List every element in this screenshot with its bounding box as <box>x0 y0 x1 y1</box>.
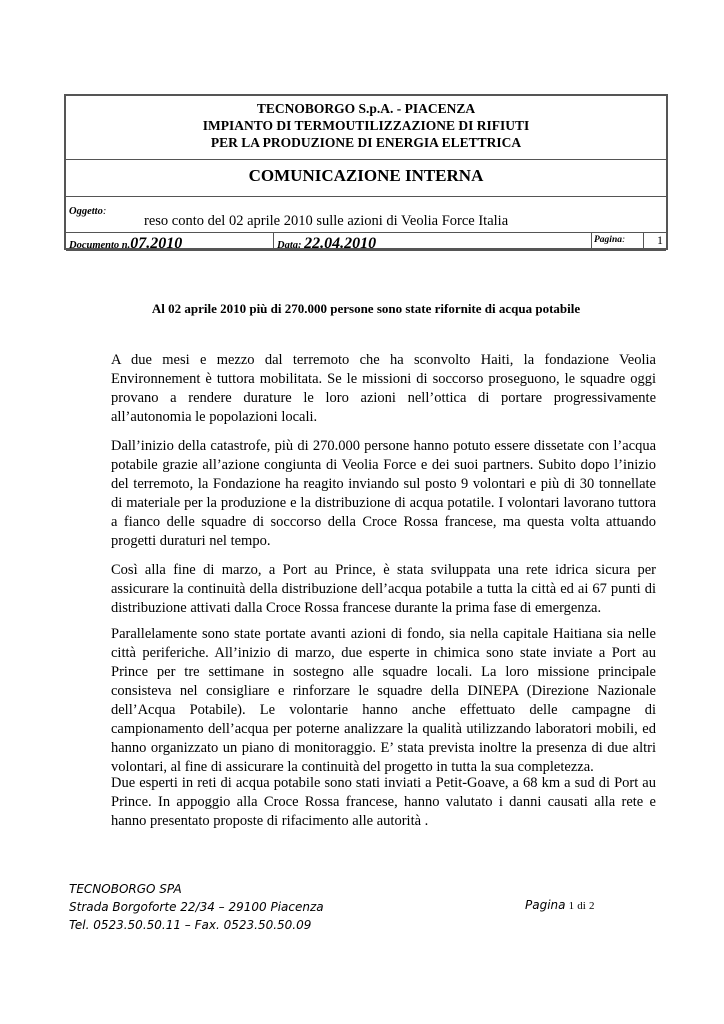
subject-row <box>66 196 666 233</box>
subject-value: reso conto del 02 aprile 2010 sulle azioni di Veolia Force Italia <box>144 213 509 229</box>
doc-type-title: COMUNICAZIONE INTERNA <box>248 166 484 185</box>
footer-phone: Tel. 0523.50.50.11 – Fax. 0523.50.50.09 <box>69 918 312 932</box>
company-line: TECNOBORGO S.p.A. - PIACENZA <box>256 101 476 116</box>
plant-line-1: IMPIANTO DI TERMOUTILIZZAZIONE DI RIFIUTI <box>202 118 530 133</box>
document-info-row <box>66 232 666 251</box>
paragraph-1: A due mesi e mezzo dal terremoto che ha sconvolto Haiti, la fondazione Veolia Environnement è tuttora mobilitata. Se le missioni di soccorso proseguono, le squadre oggi provano a rendere durature le loro azioni nell’ottica di portare progressivamente all’autonomia le popolazioni locali. <box>111 352 656 425</box>
subject-label: Oggetto: <box>69 206 107 217</box>
page-label-cell: Pagina: <box>592 232 644 250</box>
page-number-cell <box>644 232 668 250</box>
footer-page-indicator: Pagina 1 di 2 <box>525 898 595 912</box>
document-label: Documento n. <box>69 240 131 251</box>
footer-company: TECNOBORGO SPA <box>69 882 182 896</box>
paragraph-3: Così alla fine di marzo, a Port au Prince, è stata sviluppata una rete idrica sicura per assicurare la continuità della distribuzione dell’acqua potabile a tutta la città ed ai 67 punti di distribuzione attivati dalla Croce Rossa francese durante la prima fase di emergenza. <box>111 562 656 616</box>
doc-type-row <box>66 160 666 197</box>
page-number: 1 <box>657 233 663 247</box>
headline: Al 02 aprile 2010 più di 270.000 persone sono state rifornite di acqua potabile <box>151 301 581 316</box>
document-header-table <box>64 94 668 250</box>
date-value: 22.04.2010 <box>304 235 377 252</box>
company-block <box>66 96 666 160</box>
paragraph-4: Parallelamente sono state portate avanti azioni di fondo, sia nella capitale Haitiana sia nelle città periferiche. All’inizio di marzo, due esperte in chimica sono state inviate a Port au Prince per tre settimane in sostegno alle squadre locali. La loro missione principale consisteva nel consigliare e rinforzare le squadre della DINEPA (Direzione Nazionale dell’Acqua Potabile). Le volontarie hanno anche effettuato delle campagne di campionamento dell’acqua per poterne analizzare la qualità utilizzando laboratori mobili, ed hanno organizzato un piano di monitoraggio. E’ stata prevista inoltre la presenza di due altri volontari, al fine di assicurare la continuità del progetto in tutta la sua completezza. <box>111 626 656 775</box>
date-cell <box>274 232 592 250</box>
page-label: Pagina <box>594 235 622 245</box>
plant-line-2: PER LA PRODUZIONE DI ENERGIA ELETTRICA <box>210 135 522 150</box>
paragraph-2: Dall’inizio della catastrofe, più di 270.000 persone hanno potuto essere dissetate con l’acqua potabile grazie all’azione congiunta di Veolia Force e dei suoi partners. Subito dopo l’inizio del terremoto, la Fondazione ha reagito inviando sul posto 9 volontari e più di 30 tonnellate di materiale per la produzione e la distribuzione di acqua potatile. I volontari lavorano tuttora a fianco delle squadre di soccorso della Croce Rossa francese, ma questa volta attuando progetti duraturi nel tempo. <box>111 438 656 549</box>
date-label: Data: <box>277 240 302 251</box>
footer-address: Strada Borgoforte 22/34 – 29100 Piacenza <box>69 900 324 914</box>
paragraph-5: Due esperti in reti di acqua potabile sono stati inviati a Petit-Goave, a 68 km a sud di Port au Prince. In appoggio alla Croce Rossa francese, hanno valutato i danni causati alla rete e hanno presentato proposte di rifacimento alle autorità . <box>111 775 656 829</box>
document-number-cell <box>66 232 274 250</box>
document-number: 07.2010 <box>130 235 183 252</box>
